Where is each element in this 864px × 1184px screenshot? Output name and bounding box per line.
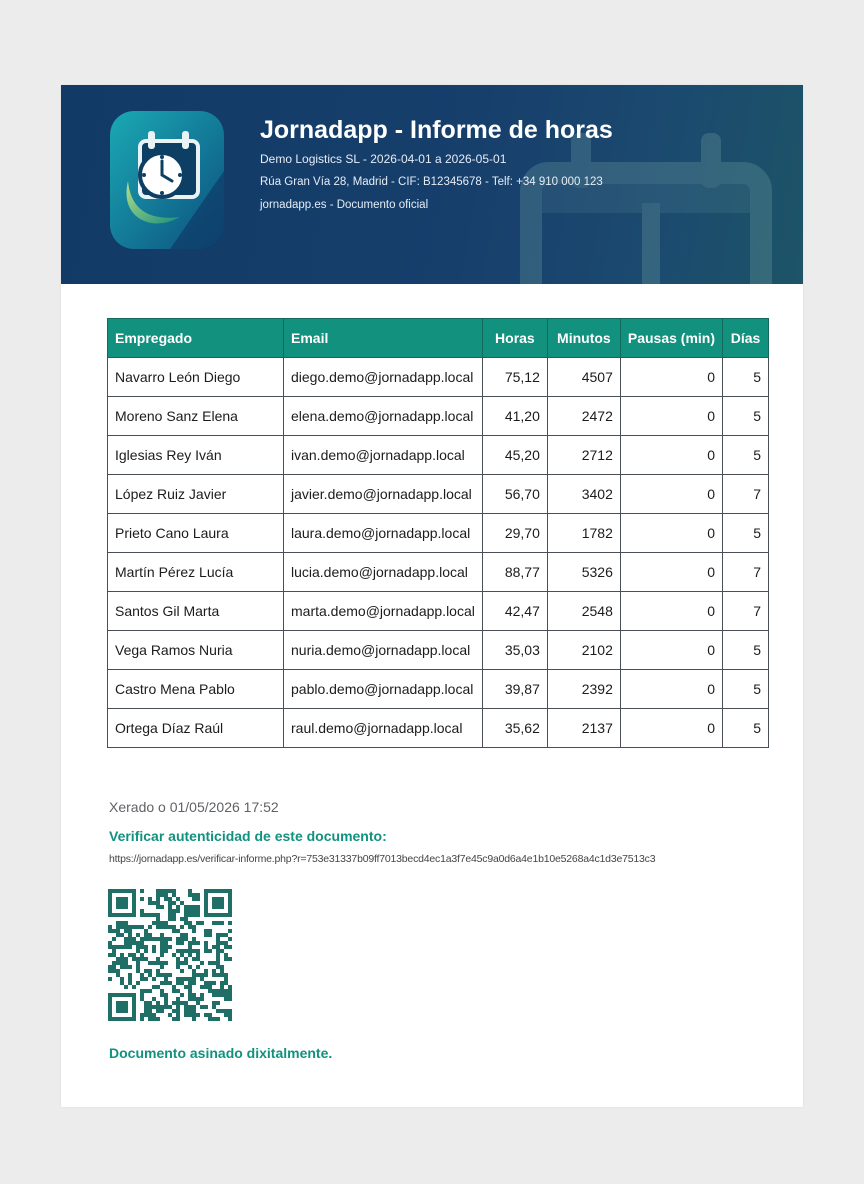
employee-cell: Martín Pérez Lucía <box>108 553 284 592</box>
hours-cell: 29,70 <box>482 514 547 553</box>
signed-notice: Documento asinado dixitalmente. <box>109 1045 333 1061</box>
minutes-cell: 2712 <box>547 436 620 475</box>
report-page <box>61 85 803 1107</box>
table-row <box>108 358 769 397</box>
table-row <box>108 592 769 631</box>
employee-cell: Santos Gil Marta <box>108 592 284 631</box>
company-address: Rúa Gran Vía 28, Madrid - CIF: B12345678 - Telf: +34 910 000 123 <box>260 176 603 188</box>
days-cell: 5 <box>723 397 769 436</box>
pauses-cell: 0 <box>620 592 722 631</box>
days-cell: 7 <box>723 592 769 631</box>
hours-cell: 42,47 <box>482 592 547 631</box>
pauses-cell: 0 <box>620 358 722 397</box>
table-row <box>108 397 769 436</box>
employee-cell: Castro Mena Pablo <box>108 670 284 709</box>
hours-cell: 35,62 <box>482 709 547 748</box>
employee-cell: Vega Ramos Nuria <box>108 631 284 670</box>
column-header-minutes: Minutos <box>547 319 620 358</box>
column-header-days: Días <box>723 319 769 358</box>
hours-table <box>107 318 769 748</box>
email-cell: raul.demo@jornadapp.local <box>284 709 483 748</box>
pauses-cell: 0 <box>620 436 722 475</box>
minutes-cell: 4507 <box>547 358 620 397</box>
employee-cell: López Ruiz Javier <box>108 475 284 514</box>
hours-cell: 35,03 <box>482 631 547 670</box>
report-title: Jornadapp - Informe de horas <box>260 116 613 144</box>
minutes-cell: 2548 <box>547 592 620 631</box>
email-cell: diego.demo@jornadapp.local <box>284 358 483 397</box>
qr-code <box>108 889 232 1021</box>
days-cell: 7 <box>723 553 769 592</box>
column-header-hours: Horas <box>482 319 547 358</box>
email-cell: elena.demo@jornadapp.local <box>284 397 483 436</box>
days-cell: 5 <box>723 709 769 748</box>
minutes-cell: 1782 <box>547 514 620 553</box>
generated-timestamp: Xerado o 01/05/2026 17:52 <box>109 799 279 815</box>
table-row <box>108 670 769 709</box>
jornadapp-logo-icon <box>110 111 224 249</box>
pauses-cell: 0 <box>620 670 722 709</box>
table-row <box>108 553 769 592</box>
hours-cell: 41,20 <box>482 397 547 436</box>
employee-cell: Navarro León Diego <box>108 358 284 397</box>
email-cell: pablo.demo@jornadapp.local <box>284 670 483 709</box>
column-header-email: Email <box>284 319 483 358</box>
days-cell: 5 <box>723 358 769 397</box>
days-cell: 5 <box>723 670 769 709</box>
report-header-banner <box>61 85 803 284</box>
days-cell: 5 <box>723 514 769 553</box>
hours-cell: 56,70 <box>482 475 547 514</box>
hours-cell: 39,87 <box>482 670 547 709</box>
table-row <box>108 631 769 670</box>
email-cell: javier.demo@jornadapp.local <box>284 475 483 514</box>
table-row <box>108 475 769 514</box>
hours-cell: 45,20 <box>482 436 547 475</box>
table-row <box>108 436 769 475</box>
email-cell: ivan.demo@jornadapp.local <box>284 436 483 475</box>
pauses-cell: 0 <box>620 514 722 553</box>
pauses-cell: 0 <box>620 475 722 514</box>
verify-link[interactable]: https://jornadapp.es/verificar-informe.php?r=753e31337b09ff7013becd4ec1a3f7e45c9a0d6a4e1b10e5268a4c1d3e7513c3 <box>109 853 656 865</box>
minutes-cell: 2472 <box>547 397 620 436</box>
site-line: jornadapp.es - Documento oficial <box>260 199 429 211</box>
employee-cell: Prieto Cano Laura <box>108 514 284 553</box>
column-header-pauses: Pausas (min) <box>620 319 722 358</box>
days-cell: 5 <box>723 631 769 670</box>
employee-cell: Iglesias Rey Iván <box>108 436 284 475</box>
verify-heading: Verificar autenticidad de este documento: <box>109 828 387 844</box>
pauses-cell: 0 <box>620 631 722 670</box>
table-row <box>108 709 769 748</box>
minutes-cell: 3402 <box>547 475 620 514</box>
table-header-row <box>108 319 769 358</box>
email-cell: marta.demo@jornadapp.local <box>284 592 483 631</box>
minutes-cell: 2137 <box>547 709 620 748</box>
hours-cell: 75,12 <box>482 358 547 397</box>
minutes-cell: 2392 <box>547 670 620 709</box>
pauses-cell: 0 <box>620 397 722 436</box>
email-cell: nuria.demo@jornadapp.local <box>284 631 483 670</box>
minutes-cell: 2102 <box>547 631 620 670</box>
pauses-cell: 0 <box>620 709 722 748</box>
days-cell: 5 <box>723 436 769 475</box>
employee-cell: Moreno Sanz Elena <box>108 397 284 436</box>
email-cell: lucia.demo@jornadapp.local <box>284 553 483 592</box>
table-row <box>108 514 769 553</box>
days-cell: 7 <box>723 475 769 514</box>
employee-cell: Ortega Díaz Raúl <box>108 709 284 748</box>
company-period: Demo Logistics SL - 2026-04-01 a 2026-05-01 <box>260 152 507 166</box>
hours-cell: 88,77 <box>482 553 547 592</box>
column-header-employee: Empregado <box>108 319 284 358</box>
minutes-cell: 5326 <box>547 553 620 592</box>
email-cell: laura.demo@jornadapp.local <box>284 514 483 553</box>
pauses-cell: 0 <box>620 553 722 592</box>
